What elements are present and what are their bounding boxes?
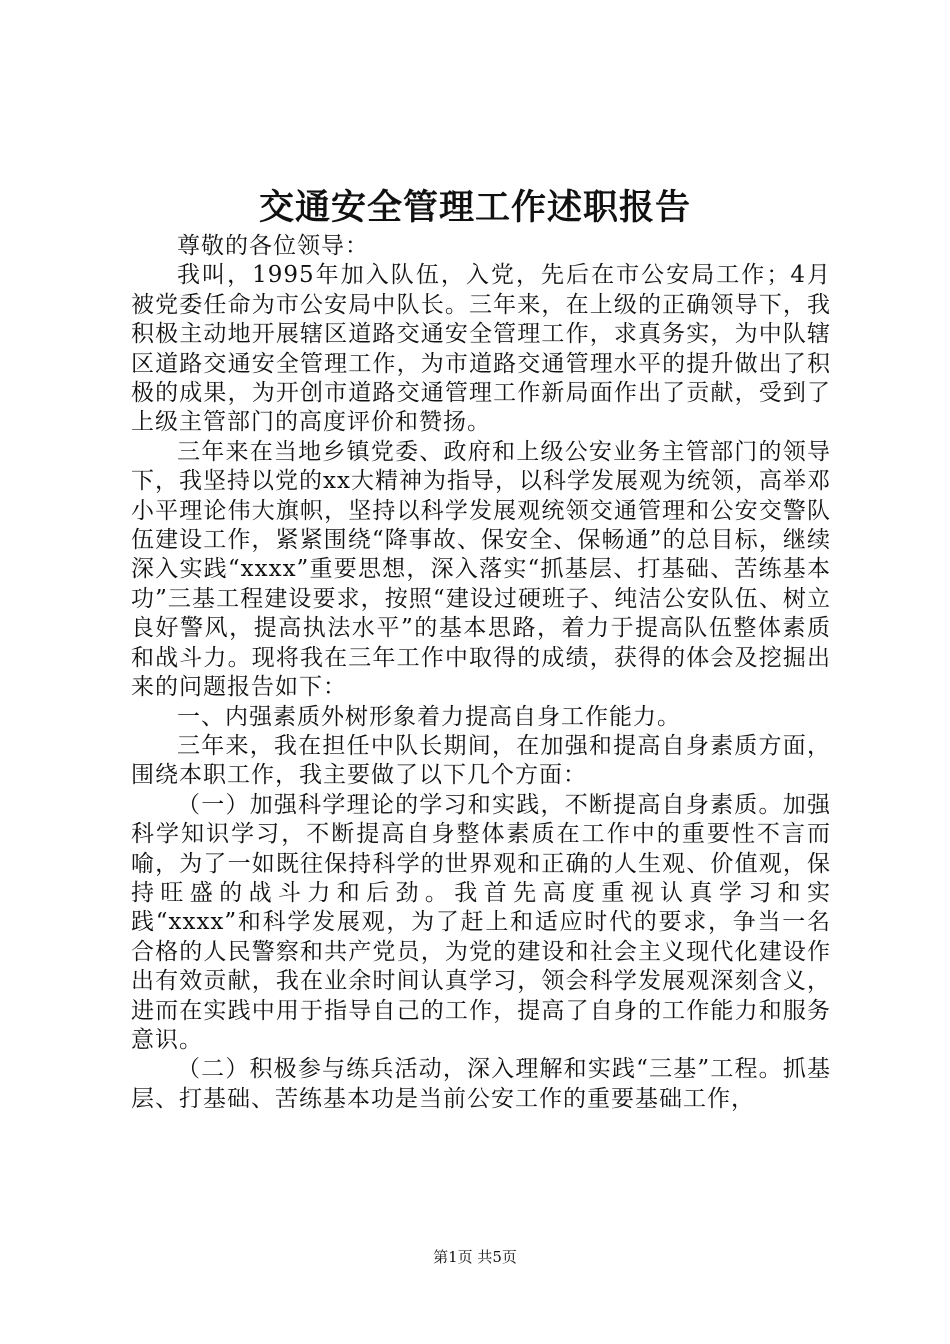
paragraph-intro: 我叫，1995年加入队伍，入党，先后在市公安局工作；4月被党委任命为市公安局中队长。三年来，在上级的正确领导下，我积极主动地开展辖区道路交通安全管理工作，求真务实，为中队辖区道路交通安全管理工作，为市道路交通管理水平的提升做出了积极的成果，为开创市道路交通管理工作新局面作出了贡献，受到了上级主管部门的高度评价和赞扬。 [131,262,831,436]
document-title: 交通安全管理工作述职报告 [258,187,691,228]
paragraph-section-1-intro: 三年来，我在担任中队长期间，在加强和提高自身素质方面，围绕本职工作，我主要做了以下几个方面： [131,732,831,789]
section-heading-1: 一、内强素质外树形象着力提高自身工作能力。 [177,703,681,730]
document-body [131,232,831,1114]
paragraph-subsection-1: （一）加强科学理论的学习和实践，不断提高自身素质。加强科学知识学习，不断提高自身整体素质在工作中的重要性不言而喻，为了一如既往保持科学的世界观和正确的人生观、价值观，保持旺盛的战斗力和后劲。我首先高度重视认真学习和实践“xxxx”和科学发展观，为了赶上和适应时代的要求，争当一名合格的人民警察和共产党员，为党的建设和社会主义现代化建设作出有效贡献，我在业余时间认真学习，领会科学发展观深刻含义，进而在实践中用于指导自己的工作，提高了自身的工作能力和服务意识。 [131,791,831,1053]
page-footer: 第1页 共5页 [433,1248,517,1266]
paragraph-subsection-2: （二）积极参与练兵活动，深入理解和实践“三基”工程。抓基层、打基础、苦练基本功是当前公安工作的重要基础工作， [131,1056,831,1112]
salutation: 尊敬的各位领导： [177,233,369,259]
paragraph-guidance: 三年来在当地乡镇党委、政府和上级公安业务主管部门的领导下，我坚持以党的xx大精神为指导，以科学发展观为统领，高举邓小平理论伟大旗帜，坚持以科学发展观统领交通管理和公安交警队伍建设工作，紧紧围绕“降事故、保安全、保畅通”的总目标，继续深入实践“xxxx”重要思想，深入落实“抓基层、打基础、苦练基本功”三基工程建设要求，按照“建设过硬班子、纯洁公安队伍、树立良好警风，提高执法水平”的基本思路，着力于提高队伍整体素质和战斗力。现将我在三年工作中取得的成绩，获得的体会及挖掘出来的问题报告如下： [131,438,831,701]
